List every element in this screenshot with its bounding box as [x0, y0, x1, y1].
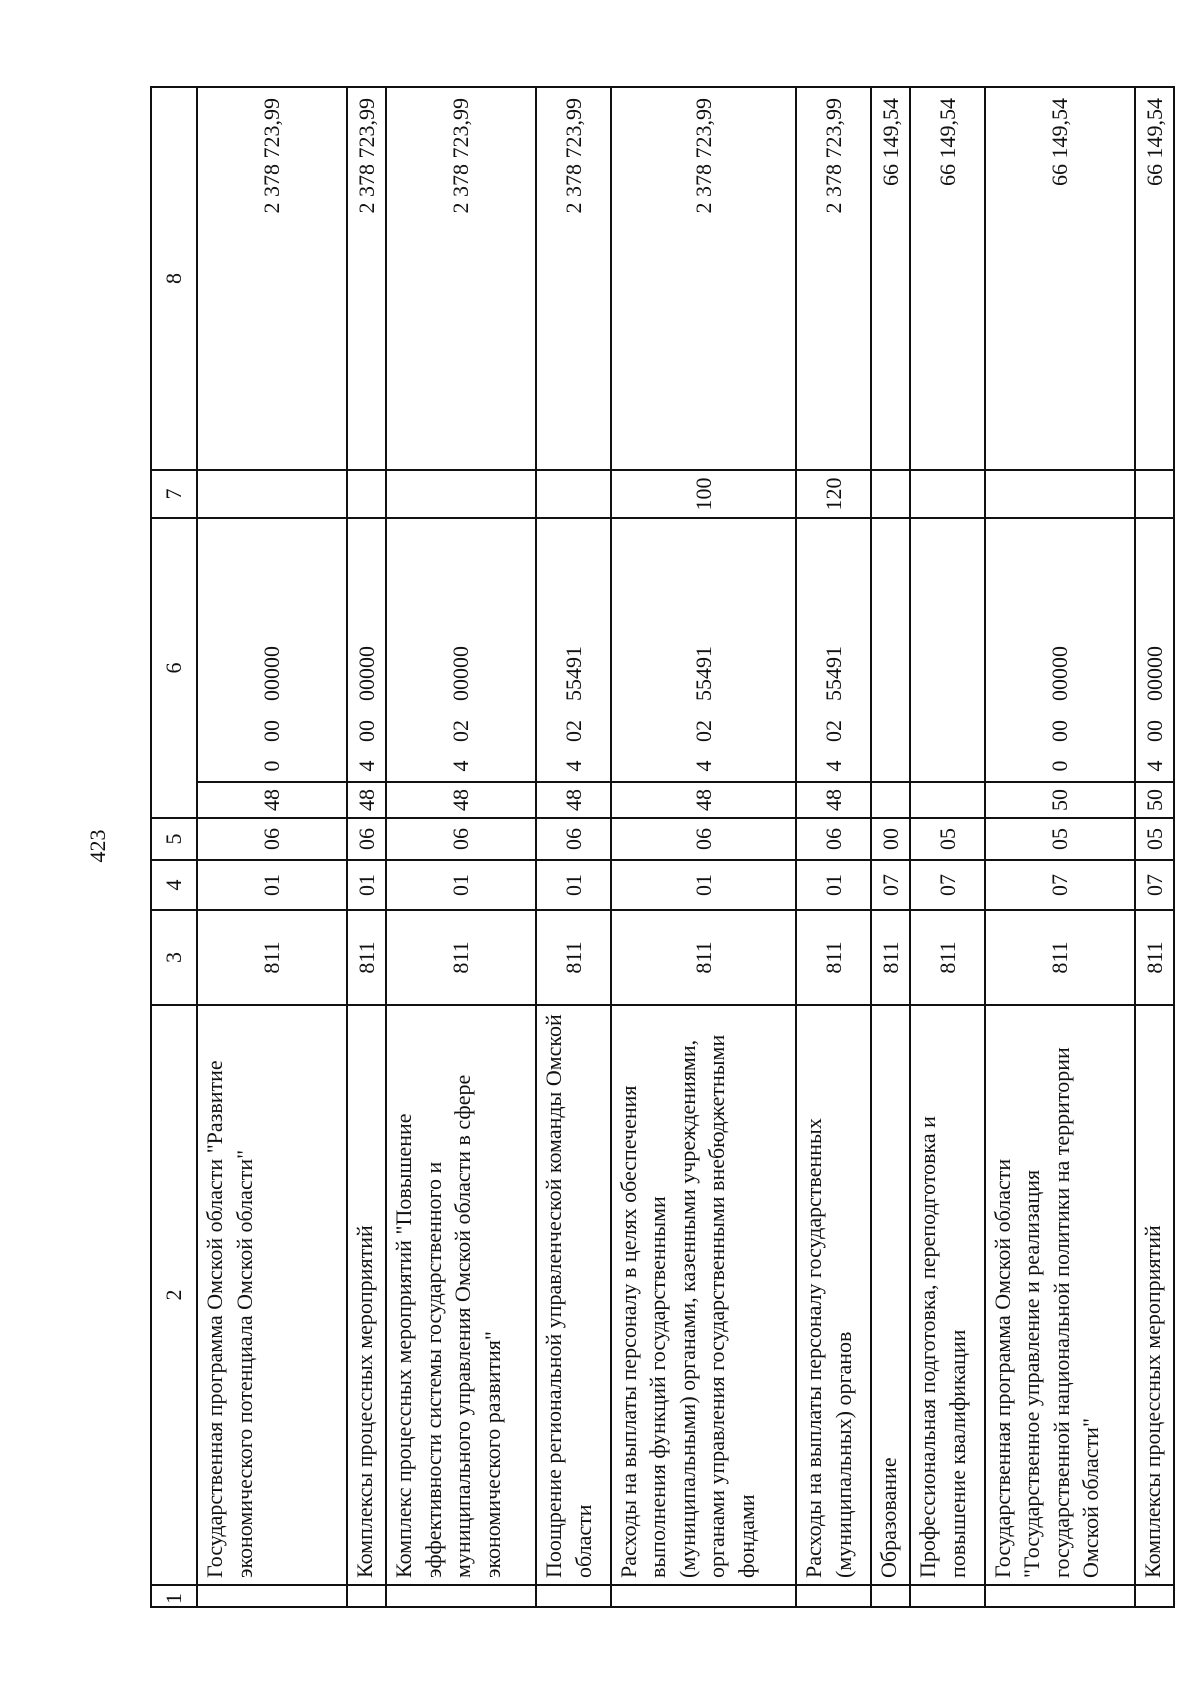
- table-row: [985, 87, 1135, 1607]
- budget-table: [150, 86, 1175, 1608]
- cell-col-1: [536, 1585, 611, 1607]
- table-row: [910, 87, 985, 1607]
- rotated-table-container: [150, 88, 1175, 1608]
- cell-col-4: 07: [871, 860, 910, 910]
- cell-col-4: 01: [197, 860, 347, 910]
- csr-part-3: 00: [1047, 720, 1073, 742]
- cell-col-5: 06: [611, 818, 796, 860]
- cell-col-3: 811: [985, 910, 1135, 1005]
- csr-part-2: 4: [448, 760, 474, 772]
- cell-col-7: [536, 470, 611, 518]
- cell-col-7: 100: [611, 470, 796, 518]
- header-col-3: 3: [151, 910, 197, 1005]
- csr-part-2: 0: [259, 760, 285, 772]
- cell-name: Комплекс процессных мероприятий "Повышение эффективности системы государственного и муниципального управления Омской области в сфере экономического развития": [386, 1005, 536, 1585]
- csr-part-4: 55491: [690, 646, 716, 701]
- csr-part-2: 4: [353, 760, 379, 772]
- cell-col-7: [871, 470, 910, 518]
- csr-part-4: 00000: [353, 646, 379, 701]
- cell-col-4: 07: [910, 860, 985, 910]
- cell-col-1: [871, 1585, 910, 1607]
- cell-col-7: [386, 470, 536, 518]
- cell-amount: 2 378 723,99: [197, 87, 347, 470]
- cell-col-3: 811: [796, 910, 871, 1005]
- cell-col-4: 01: [536, 860, 611, 910]
- cell-name: Государственная программа Омской области "Развитие экономического потенциала Омской области": [197, 1005, 347, 1585]
- cell-col-5: 06: [386, 818, 536, 860]
- cell-col-5: 06: [197, 818, 347, 860]
- cell-col-4: 01: [386, 860, 536, 910]
- page-number: 423: [85, 829, 110, 863]
- cell-col-1: [347, 1585, 386, 1607]
- cell-col-4: 07: [985, 860, 1135, 910]
- csr-part-4: 55491: [560, 646, 586, 701]
- cell-col-7: [197, 470, 347, 518]
- cell-col-4: 01: [347, 860, 386, 910]
- cell-csr-code: [611, 518, 796, 818]
- csr-part-2: 0: [1047, 760, 1073, 772]
- cell-col-1: [197, 1585, 347, 1607]
- csr-part-3: 02: [560, 720, 586, 742]
- cell-col-7: [347, 470, 386, 518]
- csr-part-2: 4: [560, 760, 586, 772]
- table-row: [197, 87, 347, 1607]
- cell-col-4: 01: [611, 860, 796, 910]
- cell-col-5: 06: [796, 818, 871, 860]
- csr-part-3: 02: [448, 720, 474, 742]
- csr-part-1: 48: [387, 781, 535, 817]
- cell-col-7: 120: [796, 470, 871, 518]
- cell-amount: 2 378 723,99: [611, 87, 796, 470]
- cell-name: Расходы на выплаты персоналу в целях обеспечения выполнения функций государственными (муниципальными) органами, казенными учреждениями, органами управления государственными внебюджетными фондами: [611, 1005, 796, 1585]
- cell-name: Расходы на выплаты персоналу государственных (муниципальных) органов: [796, 1005, 871, 1585]
- cell-csr-code: [871, 518, 910, 818]
- csr-part-1: [872, 781, 909, 817]
- cell-name: Комплексы процессных мероприятий: [1135, 1005, 1174, 1585]
- cell-col-3: 811: [1135, 910, 1174, 1005]
- header-col-6: 6: [151, 518, 197, 818]
- table-row: [347, 87, 386, 1607]
- csr-part-2: 4: [690, 760, 716, 772]
- csr-part-3: 00: [1141, 720, 1167, 742]
- header-col-1: 1: [151, 1585, 197, 1607]
- cell-col-1: [386, 1585, 536, 1607]
- csr-part-1: 50: [1136, 781, 1173, 817]
- cell-name: Поощрение региональной управленческой команды Омской области: [536, 1005, 611, 1585]
- table-row: [871, 87, 910, 1607]
- table-row: [796, 87, 871, 1607]
- cell-col-3: 811: [386, 910, 536, 1005]
- header-col-2: 2: [151, 1005, 197, 1585]
- cell-col-4: 01: [796, 860, 871, 910]
- cell-col-5: 05: [910, 818, 985, 860]
- csr-part-1: 48: [348, 781, 385, 817]
- cell-csr-code: [910, 518, 985, 818]
- csr-part-3: 00: [259, 720, 285, 742]
- csr-part-1: 48: [612, 781, 795, 817]
- table-row: [611, 87, 796, 1607]
- cell-col-5: 05: [985, 818, 1135, 860]
- cell-col-5: 06: [536, 818, 611, 860]
- cell-csr-code: [197, 518, 347, 818]
- csr-part-4: 00000: [448, 646, 474, 701]
- cell-csr-code: [347, 518, 386, 818]
- cell-amount: 66 149,54: [910, 87, 985, 470]
- cell-col-5: 05: [1135, 818, 1174, 860]
- csr-part-3: 02: [690, 720, 716, 742]
- table-row: [536, 87, 611, 1607]
- cell-amount: 2 378 723,99: [796, 87, 871, 470]
- cell-col-1: [611, 1585, 796, 1607]
- cell-col-1: [1135, 1585, 1174, 1607]
- header-row: [151, 87, 197, 1607]
- cell-amount: 2 378 723,99: [386, 87, 536, 470]
- cell-col-7: [910, 470, 985, 518]
- csr-part-3: 00: [353, 720, 379, 742]
- cell-col-3: 811: [197, 910, 347, 1005]
- cell-amount: 66 149,54: [985, 87, 1135, 470]
- cell-col-3: 811: [910, 910, 985, 1005]
- cell-col-1: [985, 1585, 1135, 1607]
- csr-part-4: 00000: [1047, 646, 1073, 701]
- cell-col-3: 811: [347, 910, 386, 1005]
- cell-amount: 66 149,54: [871, 87, 910, 470]
- csr-part-2: 4: [1141, 760, 1167, 772]
- cell-name: Комплексы процессных мероприятий: [347, 1005, 386, 1585]
- cell-col-1: [796, 1585, 871, 1607]
- cell-csr-code: [1135, 518, 1174, 818]
- csr-part-4: 55491: [820, 646, 846, 701]
- cell-col-7: [985, 470, 1135, 518]
- csr-part-2: 4: [820, 760, 846, 772]
- csr-part-1: 48: [797, 781, 870, 817]
- cell-csr-code: [536, 518, 611, 818]
- cell-col-5: 00: [871, 818, 910, 860]
- cell-col-4: 07: [1135, 860, 1174, 910]
- header-col-4: 4: [151, 860, 197, 910]
- cell-name: Профессиональная подготовка, переподготовка и повышение квалификации: [910, 1005, 985, 1585]
- cell-name: Образование: [871, 1005, 910, 1585]
- header-col-8: 8: [151, 87, 197, 470]
- csr-part-4: 00000: [1141, 646, 1167, 701]
- csr-part-1: 50: [986, 781, 1134, 817]
- csr-part-4: 00000: [259, 646, 285, 701]
- cell-col-5: 06: [347, 818, 386, 860]
- cell-col-3: 811: [536, 910, 611, 1005]
- cell-col-3: 811: [611, 910, 796, 1005]
- csr-part-1: 48: [198, 781, 346, 817]
- cell-csr-code: [796, 518, 871, 818]
- cell-csr-code: [386, 518, 536, 818]
- table-row: [386, 87, 536, 1607]
- csr-part-1: 48: [537, 781, 610, 817]
- table-row: [1135, 87, 1174, 1607]
- cell-name: Государственная программа Омской области "Государственное управление и реализация государственной национальной политики на территории Омской области": [985, 1005, 1135, 1585]
- header-col-7: 7: [151, 470, 197, 518]
- cell-col-7: [1135, 470, 1174, 518]
- cell-col-3: 811: [871, 910, 910, 1005]
- cell-col-1: [910, 1585, 985, 1607]
- cell-amount: 2 378 723,99: [347, 87, 386, 470]
- header-col-5: 5: [151, 818, 197, 860]
- table-body: [151, 87, 1174, 1607]
- cell-amount: 66 149,54: [1135, 87, 1174, 470]
- csr-part-3: 02: [820, 720, 846, 742]
- csr-part-1: [911, 781, 984, 817]
- cell-amount: 2 378 723,99: [536, 87, 611, 470]
- cell-csr-code: [985, 518, 1135, 818]
